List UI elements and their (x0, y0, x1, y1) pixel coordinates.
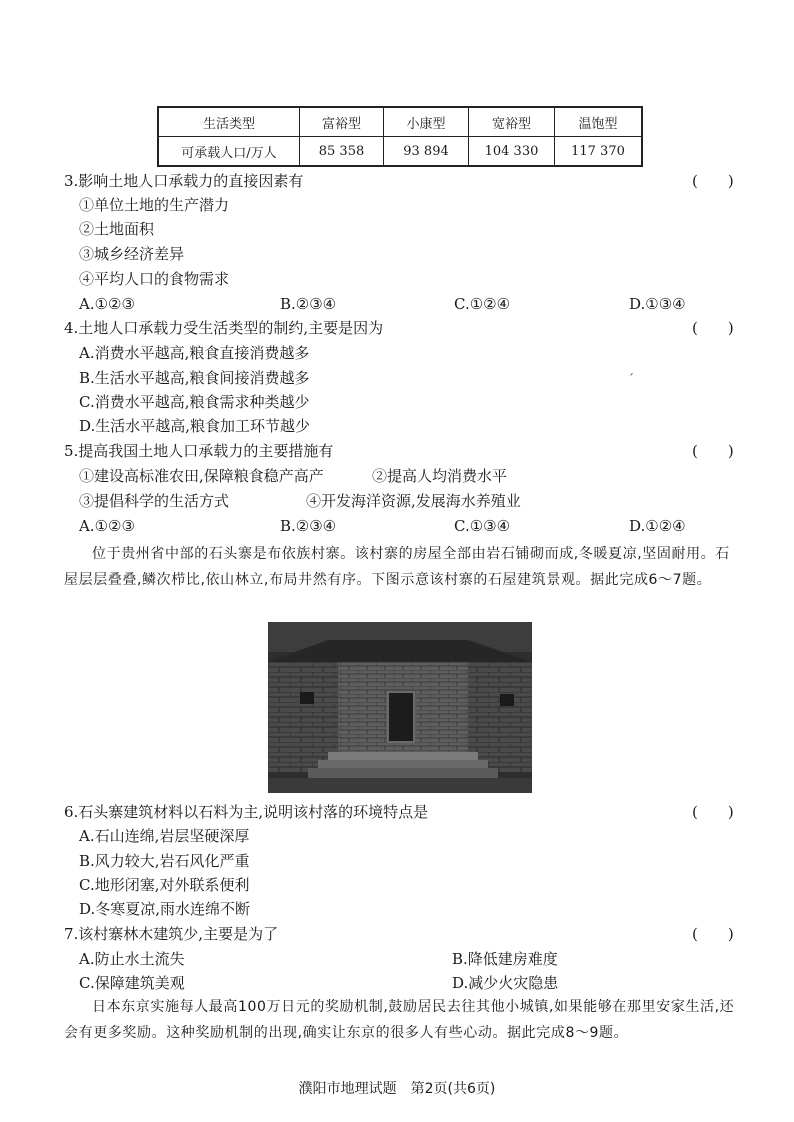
question-4-option-d: D.生活水平越高,粮食加工环节越少 (79, 417, 311, 435)
question-5-option-b: B.②③④ (280, 517, 337, 535)
question-3-item: ④平均人口的食物需求 (79, 270, 230, 288)
question-5-option-d: D.①②④ (629, 517, 686, 535)
population-capacity-table (157, 106, 643, 167)
table-cell: 85 358 (300, 137, 384, 167)
question-7-option-d: D.减少火灾隐患 (452, 974, 559, 992)
table-cell: 104 330 (469, 137, 555, 167)
answer-bracket: ( ) (692, 442, 734, 460)
table-cell: 93 894 (384, 137, 469, 167)
question-5-item: ③提倡科学的生活方式 (79, 492, 230, 510)
question-3-option-a: A.①②③ (79, 295, 135, 313)
answer-bracket: ( ) (692, 925, 734, 943)
pen-mark: ˊ (628, 372, 634, 386)
question-5-item: ②提高人均消费水平 (372, 467, 508, 485)
table-cell: 117 370 (555, 137, 643, 167)
answer-bracket: ( ) (692, 803, 734, 821)
question-7-option-b: B.降低建房难度 (452, 950, 558, 968)
table-row (158, 137, 642, 167)
reading-passage: 日本东京实施每人最高100万日元的奖励机制,鼓励居民去往其他小城镇,如果能够在那里安家生活,还会有更多奖励。这种奖励机制的出现,确实让东京的很多人有些心动。据此完成8～9题。 (64, 999, 735, 1041)
table-header-row (158, 107, 642, 137)
question-6-option-a: A.石山连绵,岩层坚硬深厚 (79, 827, 250, 845)
question-6-stem: 6.石头寨建筑材料以石料为主,说明该村落的环境特点是 (64, 803, 429, 821)
table-header-cell: 富裕型 (300, 107, 384, 137)
question-7-stem: 7.该村寨林木建筑少,主要是为了 (64, 925, 279, 943)
question-3-stem: 3.影响土地人口承载力的直接因素有 (64, 172, 304, 190)
question-6-option-d: D.冬寒夏凉,雨水连绵不断 (79, 900, 251, 918)
question-4-option-b: B.生活水平越高,粮食间接消费越多 (79, 369, 310, 387)
question-3-option-d: D.①③④ (629, 295, 686, 313)
reading-passage: 位于贵州省中部的石头寨是布依族村寨。该村寨的房屋全部由岩石铺砌而成,冬暖夏凉,坚固耐用。石屋层层叠叠,鳞次栉比,依山林立,布局井然有序。下图示意该村寨的石屋建筑景观。据此完成6～7题。 (64, 546, 730, 588)
question-4-option-a: A.消费水平越高,粮食直接消费越多 (79, 344, 310, 362)
question-4-option-c: C.消费水平越高,粮食需求种类越少 (79, 393, 310, 411)
answer-bracket: ( ) (692, 319, 734, 337)
page-footer: 濮阳市地理试题 第2页(共6页) (298, 1081, 496, 1097)
question-3-option-c: C.①②④ (454, 295, 511, 313)
table-header-cell: 宽裕型 (469, 107, 555, 137)
question-3-item: ③城乡经济差异 (79, 245, 185, 263)
question-5-option-a: A.①②③ (79, 517, 135, 535)
question-3-item: ①单位土地的生产潜力 (79, 196, 230, 214)
table-header-cell: 生活类型 (158, 107, 300, 137)
stone-house-photo (268, 622, 532, 793)
question-6-option-b: B.风力较大,岩石风化严重 (79, 852, 250, 870)
question-7-option-c: C.保障建筑美观 (79, 974, 185, 992)
question-4-stem: 4.土地人口承载力受生活类型的制约,主要是因为 (64, 319, 384, 337)
question-3-item: ②土地面积 (79, 220, 155, 238)
question-5-stem: 5.提高我国土地人口承载力的主要措施有 (64, 442, 334, 460)
question-6-option-c: C.地形闭塞,对外联系便利 (79, 876, 250, 894)
question-7-option-a: A.防止水土流失 (79, 950, 185, 968)
question-5-item: ④开发海洋资源,发展海水养殖业 (306, 492, 521, 510)
table-cell: 可承载人口/万人 (158, 137, 300, 167)
question-5-item: ①建设高标准农田,保障粮食稳产高产 (79, 467, 324, 485)
table-header-cell: 温饱型 (555, 107, 643, 137)
question-3-option-b: B.②③④ (280, 295, 337, 313)
table-header-cell: 小康型 (384, 107, 469, 137)
answer-bracket: ( ) (692, 172, 734, 190)
question-5-option-c: C.①③④ (454, 517, 511, 535)
